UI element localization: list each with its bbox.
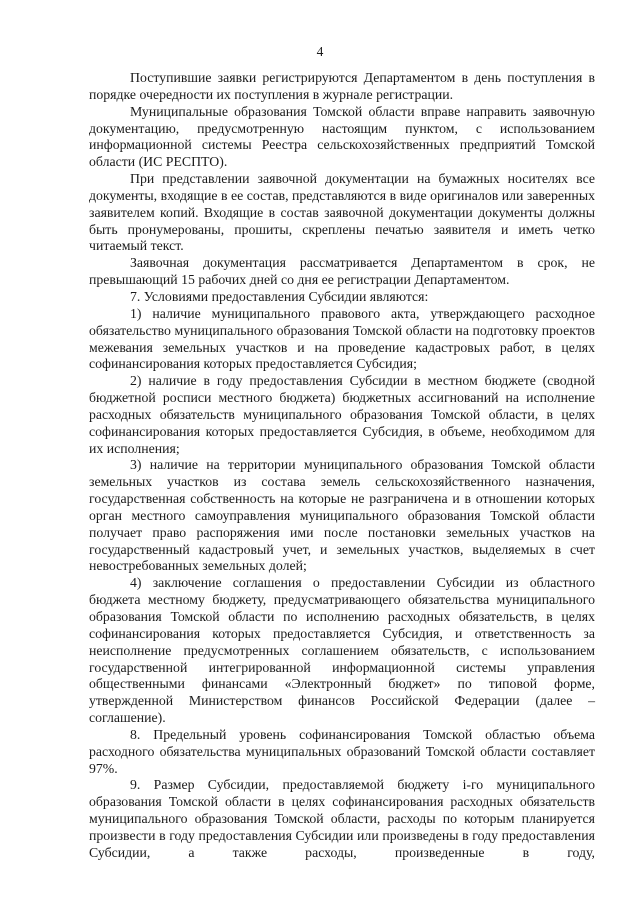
paragraph-registration: Поступившие заявки регистрируются Департаментом в день поступления в порядке очередности их поступления в журнале регистрации. <box>89 70 595 102</box>
paragraph-clause-7-heading: 7. Условиями предоставления Субсидии являются: <box>130 288 429 304</box>
paragraph-clause-9: 9. Размер Субсидии, предоставляемой бюджету i-го муниципального образования Томской области в целях софинансирования расходных обязательств муниципального образования Томской области, расходы по которым планируется произвести в году предоставления Субсидии или произведены в году предоставления Субсидии, а также расходы, произведенные в году, <box>89 777 595 860</box>
paragraph-condition-3: 3) наличие на территории муниципального образования Томской области земельных участков из состава земель сельскохозяйственного назначения, государственная собственность на которые не разграничена и в отношении которых орган местного самоуправления муниципального образования Томской области получает право распоряжения ими после постановки земельных участков на государственный кадастровый учет, и земельных участков, выделяемых в счет невостребованных земельных долей; <box>89 457 595 574</box>
document-body <box>89 70 595 862</box>
paragraph-clause-8: 8. Предельный уровень софинансирования Томской областью объема расходного обязательства муниципальных образований Томской области составляет 97%. <box>89 726 595 776</box>
paragraph-condition-4: 4) заключение соглашения о предоставлении Субсидии из областного бюджета местному бюджету, предусматривающего обязательства муниципального образования Томской области по исполнению расходных обязательств, в целях софинансирования которых предоставляется Субсидия, и ответственность за неисполнение предусмотренных соглашением обязательств, с использованием государственной интегрированной информационной системы управления общественными финансами «Электронный бюджет» по типовой форме, утвержденной Министерством финансов Российской Федерации (далее – соглашение). <box>89 575 595 726</box>
paragraph-condition-1: 1) наличие муниципального правового акта, утверждающего расходное обязательство муниципального образования Томской области на подготовку проектов межевания земельных участков и на проведение кадастровых работ, в целях софинансирования которых предоставляется Субсидия; <box>89 305 595 372</box>
paragraph-condition-2: 2) наличие в году предоставления Субсидии в местном бюджете (сводной бюджетной росписи местного бюджета) бюджетных ассигнований на исполнение расходных обязательств муниципального образования Томской области, в целях софинансирования которых предоставляется Субсидия, в объеме, необходимом для их исполнения; <box>89 373 595 456</box>
paragraph-review-term: Заявочная документация рассматривается Департаментом в срок, не превышающий 15 рабочих дней со дня ее регистрации Департаментом. <box>89 255 595 288</box>
page-number: 4 <box>316 44 324 59</box>
paragraph-electronic-submission: Муниципальные образования Томской области вправе направить заявочную документацию, предусмотренную настоящим пунктом, с использованием информационной системы Реестра сельскохозяйственных предприятий Томской области (ИС РЕСПТО). <box>89 103 595 170</box>
paragraph-paper-submission: При представлении заявочной документации на бумажных носителях все документы, входящие в ее состав, представляются в виде оригиналов или заверенных заявителем копий. Входящие в состав заявочной документации документы должны быть пронумерованы, прошиты, скреплены печатью заявителя и иметь четко читаемый текст. <box>89 171 595 254</box>
